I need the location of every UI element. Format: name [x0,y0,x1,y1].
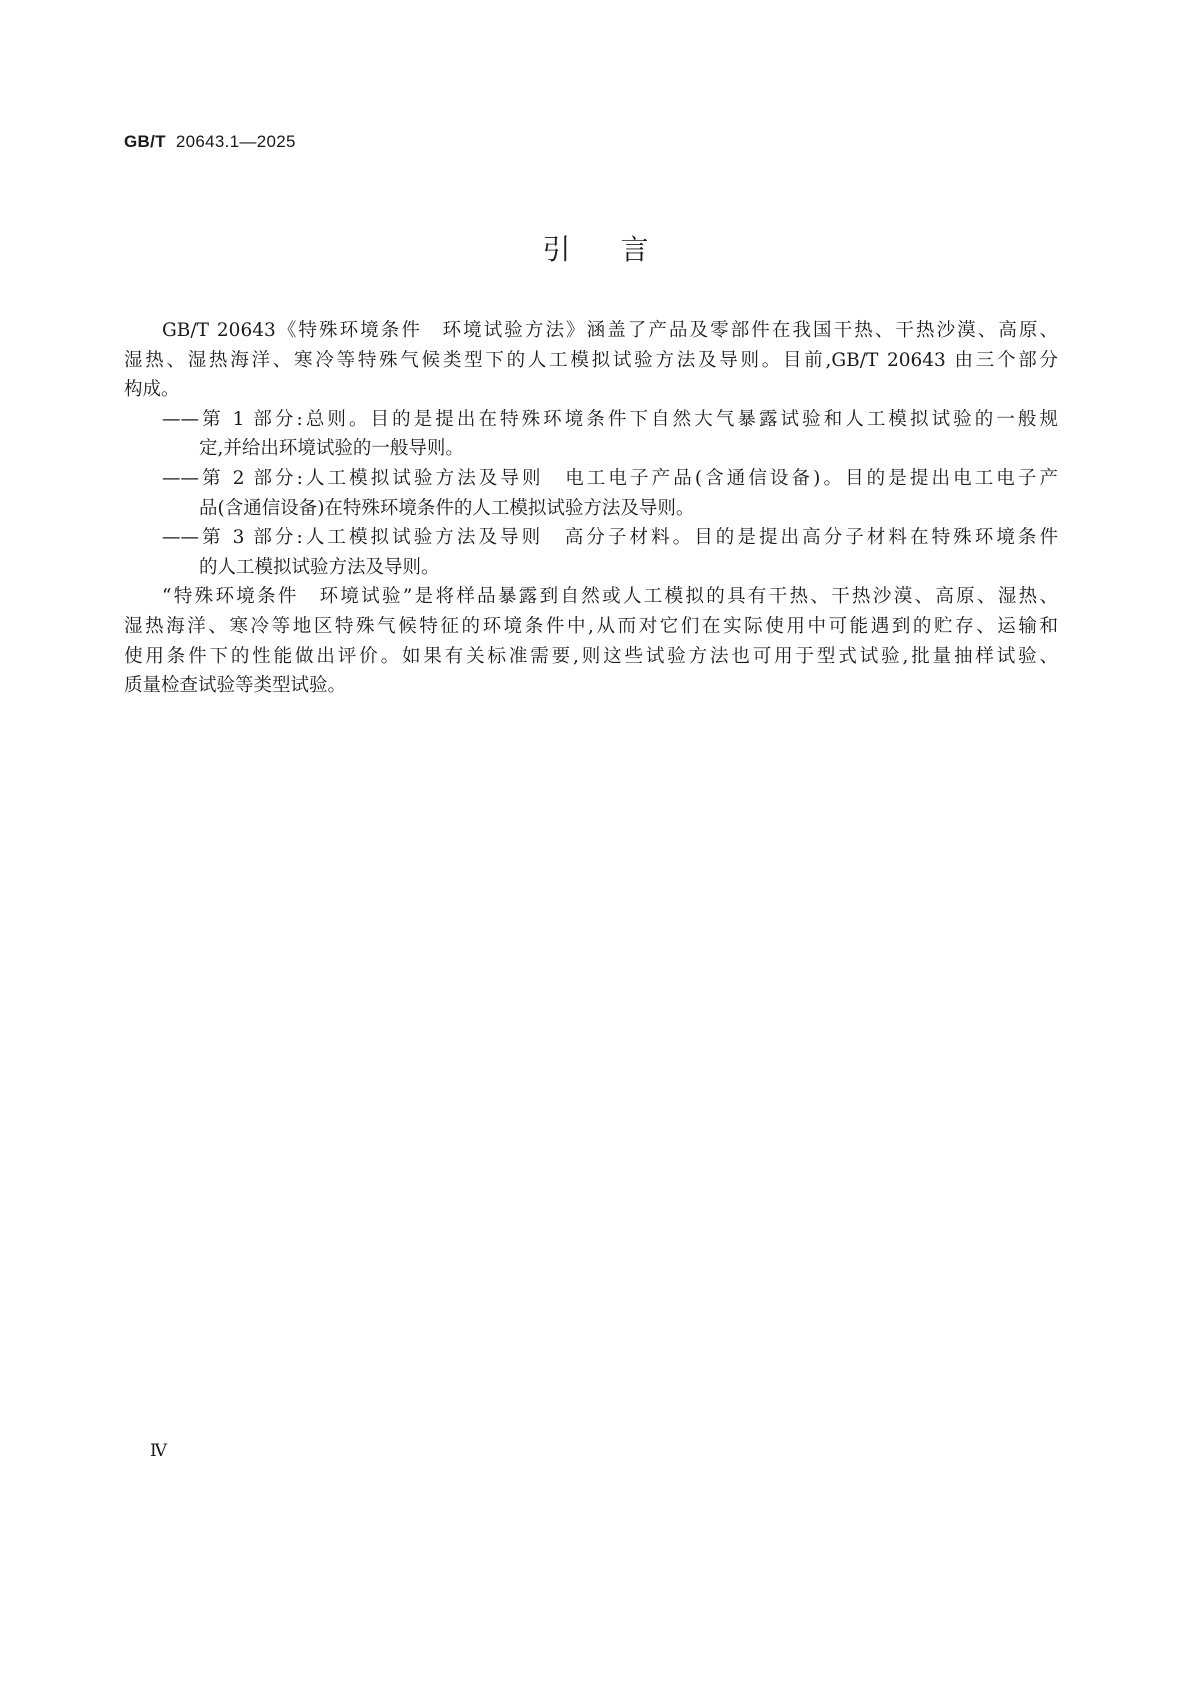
document-body [124,316,1058,701]
text-line: “特殊环境条件 环境试验”是将样品暴露到自然或人工模拟的具有干热、干热沙漠、高原、湿热、 [162,586,1058,608]
standard-number: 20643.1—2025 [175,132,296,151]
list-item-part-3 [124,523,1058,582]
text-line: ——第 2 部分:人工模拟试验方法及导则 电工电子产品(含通信设备)。目的是提出电工电子产 [162,467,1058,489]
text-line: 的人工模拟试验方法及导则。 [199,556,440,578]
text-line: ——第 1 部分:总则。目的是提出在特殊环境条件下自然大气暴露试验和人工模拟试验的一般规 [162,408,1058,430]
definition-paragraph [124,582,1058,700]
document-header [124,132,296,152]
text-line: 品(含通信设备)在特殊环境条件的人工模拟试验方法及导则。 [199,497,695,519]
section-title: 引言 [542,233,699,266]
list-item-part-2 [124,464,1058,523]
text-line: 湿热、湿热海洋、寒冷等特殊气候类型下的人工模拟试验方法及导则。目前,GB/T 20643 由三个部分 [124,349,1058,371]
text-line: 使用条件下的性能做出评价。如果有关标准需要,则这些试验方法也可用于型式试验,批量抽样试验、 [124,645,1058,667]
text-line: 构成。 [124,379,180,401]
text-line: 质量检查试验等类型试验。 [124,675,347,697]
standard-prefix: GB/T [124,132,166,151]
text-line: 定,并给出环境试验的一般导则。 [199,438,464,460]
page-number: Ⅳ [150,1441,167,1461]
list-item-part-1 [124,405,1058,464]
text-line: GB/T 20643《特殊环境条件 环境试验方法》涵盖了产品及零部件在我国干热、干热沙漠、高原、 [162,320,1058,341]
text-line: ——第 3 部分:人工模拟试验方法及导则 高分子材料。目的是提出高分子材料在特殊环境条件 [162,527,1058,549]
text-line: 湿热海洋、寒冷等地区特殊气候特征的环境条件中,从而对它们在实际使用中可能遇到的贮存、运输和 [124,615,1058,637]
intro-paragraph [124,316,1058,405]
